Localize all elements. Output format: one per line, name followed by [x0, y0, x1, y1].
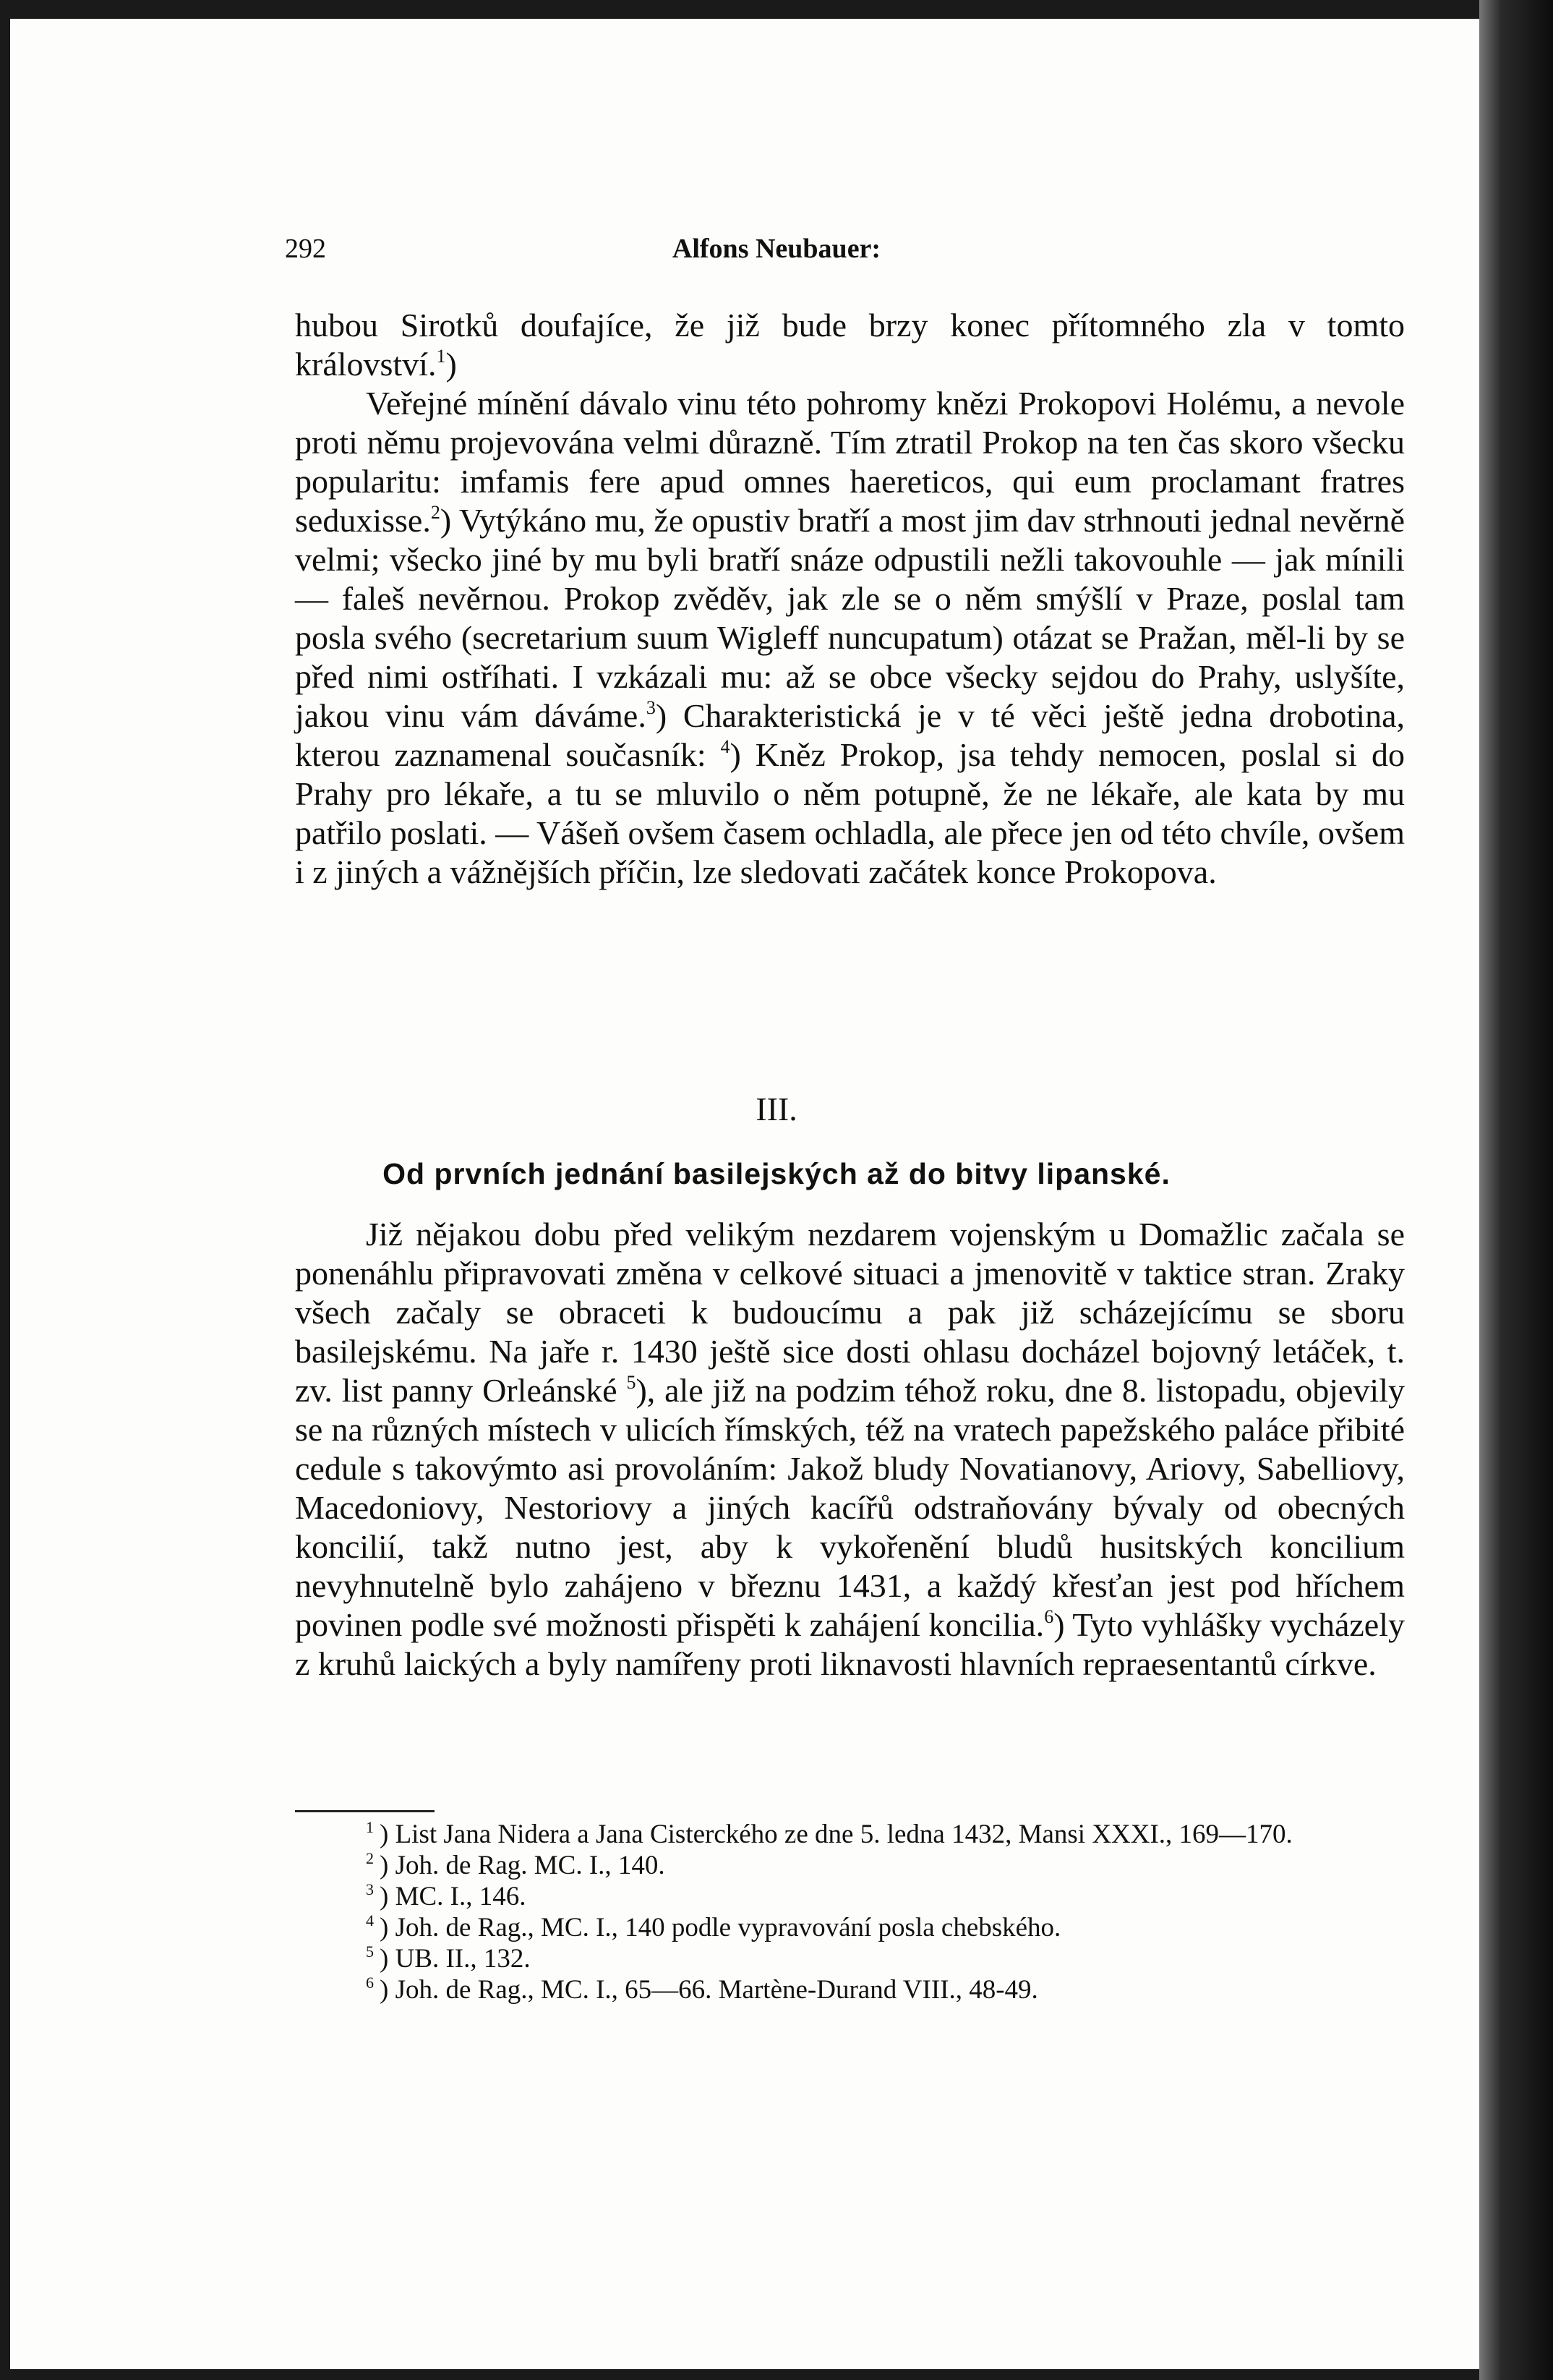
page-number: 292	[285, 234, 326, 264]
footnote-ref-6: 6	[1044, 1606, 1054, 1627]
footnote-text: ) List Jana Nidera a Jana Cisterckého ze dne 5. ledna 1432, Mansi XXXI., 169—170.	[380, 1820, 1293, 1849]
footnote-text: ) UB. II., 132.	[380, 1944, 531, 1974]
footnote-mark: 6	[366, 1974, 374, 1992]
footnote	[295, 1819, 1405, 1850]
footnote-mark: 5	[366, 1942, 374, 1961]
footnote	[295, 1943, 1405, 1974]
paragraph	[295, 1215, 1405, 1684]
section-title: Od prvních jednání basilejských až do bitvy lipanské.	[382, 1157, 1171, 1190]
running-title: Alfons Neubauer:	[672, 234, 881, 264]
body-text-bottom	[295, 1215, 1405, 1684]
paragraph-text: hubou Sirotků doufajíce, že již bude brzy konec přítomného zla v tomto království.	[295, 307, 1405, 383]
footnote-text: ) Joh. de Rag. MC. I., 140.	[380, 1851, 665, 1880]
paragraph-text: Veřejné mínění dávalo vinu této pohromy knězi Prokopovi Holému, a nevole proti němu projevována velmi důrazně. Tím ztratil Prokop na ten čas skoro všecku popularitu: imfamis fere apud omnes haereticos, qui eum proclamant fratres seduxisse.	[295, 385, 1405, 539]
paragraph-text: Již nějakou dobu před velikým nezdarem vojenským u Domažlic začala se ponenáhlu připravovati změna v celkové situaci a jmenovitě v taktice stran. Zraky všech začaly se obraceti k budoucímu a pak již scházejícímu se sboru basilejskému. Na jaře r. 1430 ještě sice dosti ohlasu docházel bojovný letáček, t. zv. list panny Orleánské	[295, 1216, 1405, 1409]
footnote-separator	[295, 1810, 435, 1812]
section-number: III.	[756, 1091, 797, 1127]
footnote-mark: 2	[366, 1849, 374, 1867]
paragraph-text: )	[445, 346, 457, 383]
footnote	[295, 1912, 1405, 1943]
footnote-mark: 1	[366, 1818, 374, 1836]
footnote-ref-3: 3	[646, 697, 656, 718]
footnote-mark: 4	[366, 1911, 374, 1929]
paragraph-text: ) Charakteristická je v té věci ještě jedna drobotina, kterou zaznamenal současník:	[295, 697, 1405, 773]
paragraph	[295, 384, 1405, 892]
paragraph-continuation	[295, 306, 1405, 384]
paragraph-text: ) Tyto vyhlášky vycházely z kruhů laických a byly namířeny proti liknavosti hlavních repraesentantů církve.	[295, 1606, 1405, 1682]
footnote	[295, 1850, 1405, 1881]
footnote-ref-1: 1	[436, 346, 446, 367]
paragraph-text: ) Kněz Prokop, jsa tehdy nemocen, poslal si do Prahy pro lékaře, a tu se mluvilo o něm potupně, že ne lékaře, ale kata by mu patřilo poslati. — Vášeň ovšem časem ochladla, ale přece jen od této chvíle, ovšem i z jiných a vážnějších příčin, lze sledovati začátek konce Prokopova.	[295, 736, 1405, 890]
body-text-top	[295, 306, 1405, 892]
footnote-text: ) MC. I., 146.	[380, 1882, 526, 1911]
footnote-ref-5: 5	[626, 1372, 636, 1393]
footnote-text: ) Joh. de Rag., MC. I., 140 podle vypravování posla chebského.	[380, 1913, 1061, 1942]
footnote	[295, 1974, 1405, 2005]
footnote-mark: 3	[366, 1880, 374, 1898]
paragraph-text: ), ale již na podzim téhož roku, dne 8. listopadu, objevily se na různých místech v ulicích římských, též na vratech papežského paláce přibité cedule s takovýmto asi provoláním: Jakož bludy Novatianovy, Ariovy, Sabelliovy, Macedoniovy, Nestoriovy a jiných kacířů odstraňovány bývaly od obecných koncilií, takž nutno jest, aby k vykořenění bludů husitských koncilium nevyhnutelně bylo zahájeno v březnu 1431, a každý křesťan jest pod hříchem povinen podle své možnosti přispěti k zahájení koncilia.	[295, 1372, 1405, 1643]
footnote-text: ) Joh. de Rag., MC. I., 65—66. Martène-Durand VIII., 48-49.	[380, 1975, 1038, 2005]
paragraph-text: ) Vytýkáno mu, že opustiv bratří a most jim dav strhnouti jednal nevěrně velmi; všecko jiné by mu byli bratří snáze odpustili nežli takovouhle — jak mínili — faleš nevěrnou. Prokop zvěděv, jak zle se o něm smýšlí v Praze, poslal tam posla svého (secretarium suum Wigleff nuncupatum) otázat se Pražan, měl-li by se před nimi ostříhati. I vzkázali mu: až se obce všecky sejdou do Prahy, uslyšíte, jakou vinu vám dáváme.	[295, 502, 1405, 734]
footnote-ref-4: 4	[720, 736, 730, 757]
footnotes	[295, 1819, 1405, 2005]
footnote-ref-2: 2	[430, 502, 440, 523]
footnote	[295, 1881, 1405, 1912]
